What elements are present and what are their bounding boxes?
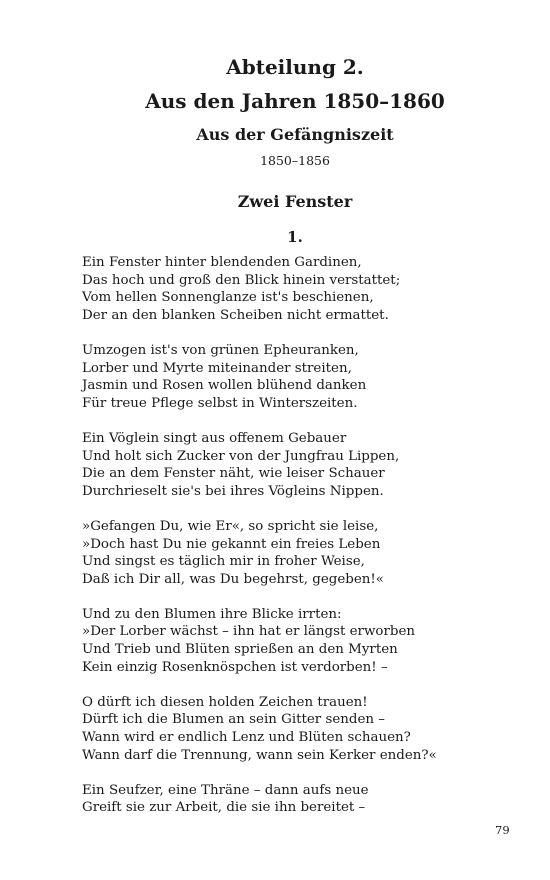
poem-line: Durchrieselt sie's bei ihres Vögleins Nippen. [82,483,384,499]
poem-line: Und holt sich Zucker von der Jungfrau Lippen, [82,448,400,464]
poem-line: Lorber und Myrte miteinander streiten, [82,360,352,376]
poem-line: Kein einzig Rosenknöspchen ist verdorben! – [82,659,388,675]
poem-line: Das hoch und groß den Blick hinein verstattet; [82,272,401,288]
poem-line: Greift sie zur Arbeit, die sie ihn bereitet – [82,800,366,816]
subsection-heading: Aus der Gefängniszeit [196,125,394,144]
poem-title: Zwei Fenster [237,192,353,211]
poem-line: Ein Seufzer, eine Thräne – dann aufs neue [82,782,369,798]
stanza [82,430,522,500]
poem-line: Und zu den Blumen ihre Blicke irrten: [82,606,342,622]
subsection-years: 1850–1856 [260,153,330,168]
years-heading: Aus den Jahren 1850–1860 [145,89,445,113]
poem-line: Ein Vöglein singt aus offenem Gebauer [82,430,347,446]
poem-line: Daß ich Dir all, was Du begehrst, gegeben!« [82,571,384,587]
stanza [82,606,522,676]
poem-line: O dürft ich diesen holden Zeichen trauen! [82,694,368,710]
poem-line: Und Trieb und Blüten sprießen an den Myrten [82,642,398,658]
stanza [82,342,522,412]
poem-line: Der an den blanken Scheiben nicht ermattet. [82,307,389,323]
poem-line: »Der Lorber wächst – ihn hat er längst erworben [82,624,416,640]
poem-line: Wann darf die Trennung, wann sein Kerker enden?« [82,747,437,763]
poem-body [82,254,522,835]
page-number: 79 [495,823,510,837]
poem-line: Jasmin und Rosen wollen blühend danken [82,378,367,394]
stanza [82,518,522,588]
poem-line: »Doch hast Du nie gekannt ein freies Leben [82,536,381,552]
poem-line: »Gefangen Du, wie Er«, so spricht sie leise, [82,518,379,534]
poem-line: Umzogen ist's von grünen Epheuranken, [82,342,359,358]
poem-line: Ein Fenster hinter blendenden Gardinen, [82,255,362,270]
stanza [82,254,522,324]
section-heading: Abteilung 2. [226,55,364,79]
poem-line: Und singst es täglich mir in froher Weise, [82,554,365,570]
poem-line: Wann wird er endlich Lenz und Blüten schauen? [82,730,411,746]
poem-part-number: 1. [287,228,303,246]
stanza [82,694,522,764]
poem-line: Die an dem Fenster näht, wie leiser Schauer [82,466,385,482]
poem-line: Dürft ich die Blumen an sein Gitter senden – [82,712,385,728]
poem-line: Vom hellen Sonnenglanze ist's beschienen, [82,290,374,306]
poem-line: Für treue Pflege selbst in Winterszeiten. [82,395,358,411]
stanza [82,782,522,817]
